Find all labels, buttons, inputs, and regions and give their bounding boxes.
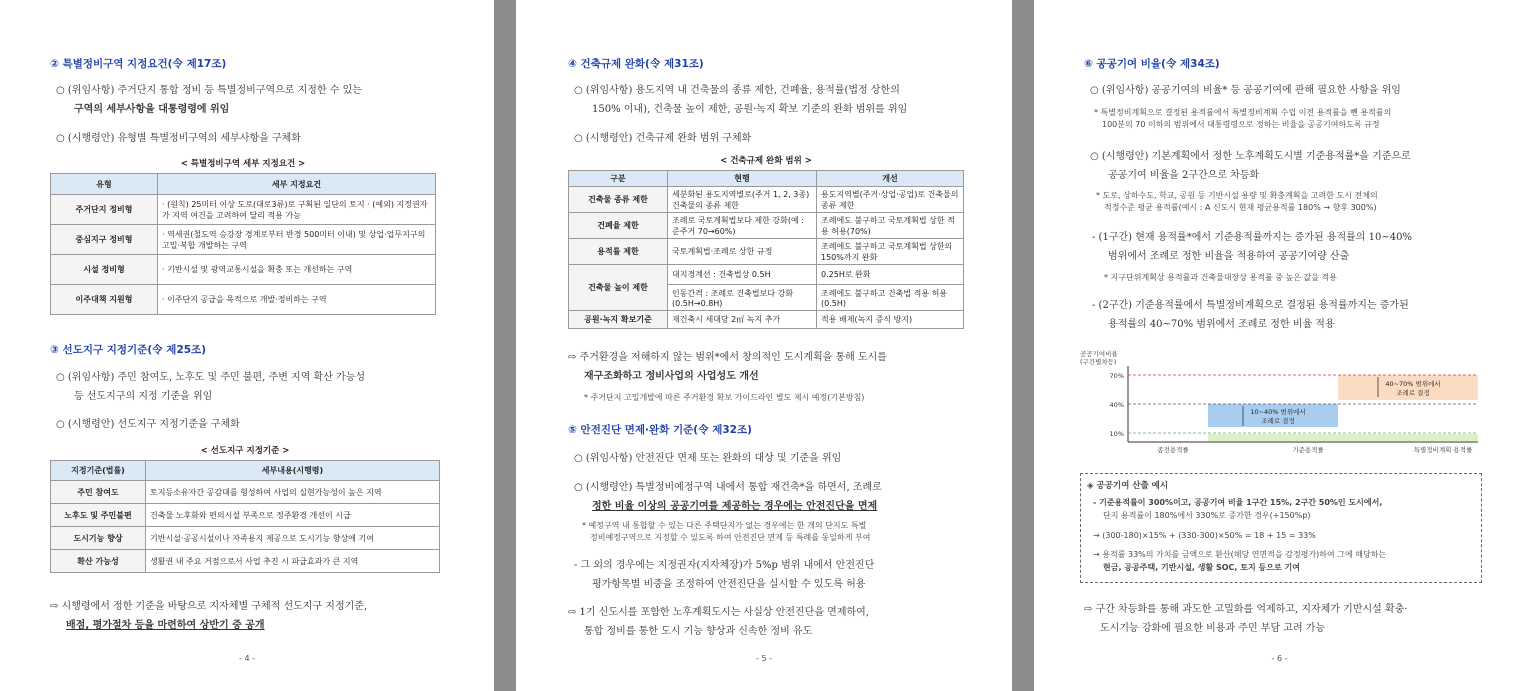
table-cell: 국토계획법·조례로 상한 규정 — [668, 239, 817, 265]
band-2-label: 조례로 결정 — [1396, 389, 1430, 397]
table-cell: 대지경계선 : 건축법상 0.5H — [668, 265, 817, 285]
table-cell: 0.25H로 완화 — [817, 265, 964, 285]
table-cell: 주거단지 정비형 — [51, 195, 158, 225]
section-5-title: ⑤ 안전진단 면제·완화 기준(令 제32조) — [568, 424, 752, 436]
s5-other-case: - 그 외의 경우에는 지정권자(지자체장)가 5%p 범위 내에서 안전진단 평가항목별 비중을 조정하여 안전진단을 실시할 수 있도록 허용 — [574, 560, 875, 590]
table-cell: 확산 가능성 — [51, 550, 146, 573]
s4-enforcement: ○ (시행령안) 건축규제 완화 범위 구체화 — [574, 133, 752, 144]
y-axis-label: (구간별차등) — [1080, 358, 1117, 366]
table-cell: 토지등소유자간 공감대를 형성하여 사업의 실현가능성이 높은 지역 — [146, 481, 440, 504]
table-cell: 인동간격 : 조례로 건축법보다 강화(0.5H→0.8H) — [668, 285, 817, 311]
page-number: - 4 - — [239, 654, 255, 663]
box-line: 현금, 공공주택, 기반시설, 생활 SOC, 토지 등으로 기여 — [1103, 563, 1300, 572]
s4-delegation: ○ (위임사항) 용도지역 내 건축물의 종류 제한, 건폐율, 용적률(법정 상한의 150% 이내), 건축물 높이 제한, 공원·녹지 확보 기준의 완화 범위를 위임 — [574, 85, 908, 115]
box-line: 단지 용적률이 180%에서 330%로 증가한 경우(+150%p) — [1103, 511, 1311, 520]
table-cell: · 역세권(철도역 승강장 경계로부터 반경 500미터 이내) 및 상업·업무지구의 고밀·복합 개발하는 구역 — [158, 225, 436, 255]
table-cell: 공원·녹지 확보기준 — [569, 311, 668, 329]
p4-conclusion: ⇨ 시행령에서 정한 기준을 바탕으로 지자체별 구체적 선도지구 지정기준, 배점, 평가절차 등을 마련하여 상반기 중 공개 — [50, 601, 368, 631]
table-header: 지정기준(법률) — [51, 461, 146, 481]
box-title: ◈ 공공기여 산출 예시 — [1087, 481, 1169, 491]
s5-footnote: * 예정구역 내 통합할 수 있는 다른 주택단지가 없는 경우에는 한 개의 단지도 특별 정비예정구역으로 지정할 수 있도록 하여 안전진단 면제 등 특례를 동일하게 부여 — [582, 521, 871, 542]
x-tick-label: 기준용적률 — [1292, 446, 1324, 454]
s5-delegation: ○ (위임사항) 안전진단 면제 또는 완화의 대상 및 기준을 위임 — [574, 453, 842, 464]
table-2-caption: < 선도지구 지정기준 > — [200, 446, 290, 456]
table-cell: 시설 정비형 — [51, 255, 158, 285]
s2-enforcement: ○ (시행령안) 유형별 특별정비구역의 세부사항을 구체화 — [56, 133, 301, 144]
page-5 — [516, 0, 1012, 691]
section-2-title: ② 특별정비구역 지정요건(令 제17조) — [50, 58, 227, 70]
s2-delegation: ○ (위임사항) 주거단지 통합 정비 등 특별정비구역으로 지정한 수 있는 구역의 세부사항을 대통령령에 위임 — [56, 85, 362, 115]
table-cell: 생활권 내 주요 거점으로서 사업 추진 시 파급효과가 큰 지역 — [146, 550, 440, 573]
table-cell: 용도지역별(주거·상업·공업)로 건축물의 종류 제한 — [817, 187, 964, 213]
x-tick-label: 특별정비계획 용적률 — [1413, 446, 1473, 454]
table-cell: 건폐율 제한 — [569, 213, 668, 239]
section-6-title: ⑥ 공공기여 비율(令 제34조) — [1084, 58, 1220, 70]
s5-enforcement: ○ (시행령안) 특별정비예정구역 내에서 통합 재건축*을 하면서, 조례로 정한 비율 이상의 공공기여를 제공하는 경우에는 안전진단을 면제 — [574, 482, 882, 512]
table-cell: 건축물 노후화와 편의시설 부족으로 정주환경 개선이 시급 — [146, 504, 440, 527]
table-cell: 적용 배제(녹지 증식 방지) — [817, 311, 964, 329]
s6-footnote-1: * 특별정비계획으로 결정된 용적률에서 특별정비계획 수립 이전 용적률을 뺀 용적률의 100분의 70 이하의 범위에서 대통령령으로 정하는 비율을 공공기여하도록 규정 — [1094, 108, 1392, 129]
page-4 — [0, 0, 494, 691]
y-tick-label: 10% — [1109, 430, 1124, 438]
contribution-rate-chart — [1078, 344, 1488, 464]
table-cell: 세분화된 용도지역별로(주거 1, 2, 3종) 건축물의 종류 제한 — [668, 187, 817, 213]
table-cell: 노후도 및 주민불편 — [51, 504, 146, 527]
s6-enforcement: ○ (시행령안) 기본계획에서 정한 노후계획도시별 기준용적률*을 기준으로 공공기여 비율을 2구간으로 차등화 — [1090, 151, 1411, 181]
table-cell: 주민 참여도 — [51, 481, 146, 504]
box-line: → 용적률 33%의 가치를 금액으로 환산(해당 연면적을 감정평가)하여 그에 해당하는 — [1093, 550, 1387, 559]
s3-enforcement: ○ (시행령안) 선도지구 지정기준을 구체화 — [56, 419, 240, 430]
page-number: - 5 - — [756, 654, 772, 663]
y-tick-label: 40% — [1109, 401, 1124, 409]
table-cell: 용적률 제한 — [569, 239, 668, 265]
table-cell: 건축물 높이 제한 — [569, 265, 668, 311]
table-cell: 건축물 종류 제한 — [569, 187, 668, 213]
table-cell: 도시기능 향상 — [51, 527, 146, 550]
building-regulation-table — [568, 170, 964, 329]
section-4-title: ④ 건축규제 완화(令 제31조) — [568, 58, 704, 70]
s6-conclusion: ⇨ 구간 차등화를 통해 과도한 고밀화를 억제하고, 지자체가 기반시설 확충· 도시기능 강화에 필요한 비용과 주민 부담 고려 가능 — [1084, 604, 1408, 634]
s6-delegation: ○ (위임사항) 공공기여의 비율* 등 공공기여에 관해 필요한 사항을 위임 — [1090, 85, 1401, 96]
lead-district-table — [50, 460, 440, 573]
s6-tier-2: - (2구간) 기준용적률에서 특별정비계획으로 결정된 용적률까지는 증가된 용적률의 40~70% 범위에서 조례로 정한 비율 적용 — [1092, 300, 1409, 330]
band-2-label: 40~70% 범위에서 — [1385, 380, 1441, 388]
calculation-example-box — [1080, 473, 1482, 583]
page-6 — [1034, 0, 1525, 691]
table-cell: 재건축시 세대당 2㎡ 녹지 추가 — [668, 311, 817, 329]
section-3-title: ③ 선도지구 지정기준(令 제25조) — [50, 344, 206, 356]
table-header: 개선 — [817, 171, 964, 187]
x-tick-label: 종전용적률 — [1157, 446, 1189, 454]
s4-footnote: * 주거단지 고밀개발에 따른 주거환경 확보 가이드라인 별도 제시 예정(기본방침) — [584, 393, 865, 402]
table-header: 구분 — [569, 171, 668, 187]
table-1-caption: < 특별정비구역 세부 지정요건 > — [180, 159, 306, 169]
table-header: 세부 지정요건 — [158, 174, 436, 195]
table-header: 세부내용(시행령) — [146, 461, 440, 481]
y-tick-label: 70% — [1109, 372, 1124, 380]
box-line: - 기준용적률이 300%이고, 공공기여 비율 1구간 15%, 2구간 50%인 도시에서, — [1093, 498, 1383, 507]
s3-delegation: ○ (위임사항) 주민 참여도, 노후도 및 주민 불편, 주변 지역 확산 가능성 등 선도지구의 지정 기준을 위임 — [56, 372, 366, 402]
table-cell: · 기반시설 및 광역교통시설을 확충 또는 개선하는 구역 — [158, 255, 436, 285]
table-cell: 중심지구 정비형 — [51, 225, 158, 255]
table-cell: 조례에도 불구하고 국토계획법 상한의 150%까지 완화 — [817, 239, 964, 265]
box-line: → (300-180)×15% + (330-300)×50% = 18 + 15 = 33% — [1093, 531, 1316, 540]
table-cell: · 이주단지 공급을 목적으로 개발·정비하는 구역 — [158, 285, 436, 315]
band-1-label: 10~40% 범위에서 — [1250, 408, 1306, 416]
table-cell: 조례로 국토계획법보다 제한 강화(예 : 준주거 70→60%) — [668, 213, 817, 239]
table-3-caption: < 건축규제 완화 범위 > — [720, 156, 812, 166]
table-header: 유형 — [51, 174, 158, 195]
table-cell: · (원칙) 25미터 이상 도로(대로3류)로 구획된 일단의 토지 · (예외) 지정권자가 지역 여건을 고려하여 달리 적용 가능 — [158, 195, 436, 225]
band-1-label: 조례로 결정 — [1261, 417, 1295, 425]
table-cell: 기반시설·공공시설이나 자족용지 제공으로 도시기능 향상에 기여 — [146, 527, 440, 550]
table-header: 현행 — [668, 171, 817, 187]
table-cell: 조례에도 불구하고 국토계획법 상한 적용 허용(70%) — [817, 213, 964, 239]
base-band — [1208, 434, 1478, 441]
s6-tier-1: - (1구간) 현재 용적률*에서 기준용적률까지는 증가된 용적률의 10~40% 범위에서 조례로 정한 비율을 적용하여 공공기여량 산출 — [1092, 232, 1412, 262]
s4-conclusion: ⇨ 주거환경을 저해하지 않는 범위*에서 창의적인 도시계획을 통해 도시를 재구조화하고 정비사업의 사업성도 개선 — [568, 352, 887, 382]
page-number: - 6 - — [1271, 654, 1288, 663]
table-cell: 이주대책 지원형 — [51, 285, 158, 315]
s6-footnote-3: * 지구단위계획상 용적률과 건축물대장상 용적률 중 높은 값을 적용 — [1104, 273, 1337, 282]
special-zone-table — [50, 173, 436, 315]
s6-footnote-2: * 도로, 상하수도, 학교, 공원 등 기반시설 용량 및 확충계획을 고려한 도시 전체의 적정수준 평균 용적률(예시 : A 신도시 현재 평균용적률 180% → 향후 300%) — [1096, 191, 1378, 212]
s5-conclusion: ⇨ 1기 신도시를 포함한 노후계획도시는 사실상 안전진단을 면제하여, 통합 정비를 통한 도시 기능 향상과 신속한 정비 유도 — [568, 607, 869, 637]
y-axis-label: 공공기여비율 — [1080, 350, 1118, 358]
table-cell: 조례에도 불구하고 건축법 적용 허용(0.5H) — [817, 285, 964, 311]
